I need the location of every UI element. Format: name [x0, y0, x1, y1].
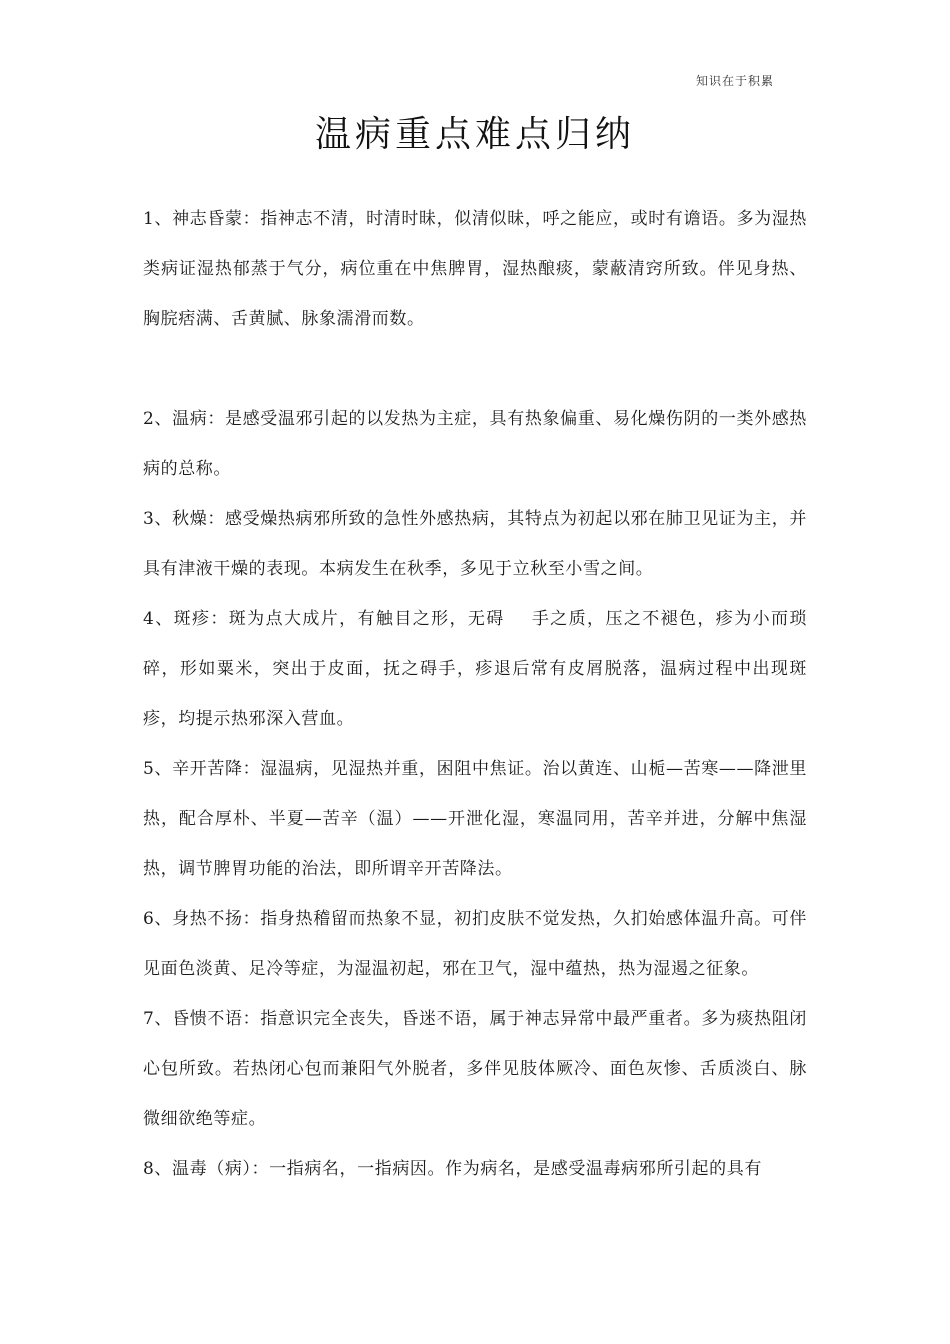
paragraph-item-1: 1、神志昏蒙：指神志不清，时清时昧，似清似昧，呼之能应，或时有谵语。多为湿热类病证湿热郁蒸于气分，病位重在中焦脾胃，湿热酿痰，蒙蔽清窍所致。伴见身热、胸脘痞满、舌黄腻、脉象濡滑而数。 [143, 209, 807, 329]
document-title: 温病重点难点归纳 [314, 114, 635, 155]
paragraph-item-7: 7、昏愦不语：指意识完全丧失，昏迷不语，属于神志异常中最严重者。多为痰热阻闭心包所致。若热闭心包而兼阳气外脱者，多伴见肢体厥冷、面色灰惨、舌质淡白、脉微细欲绝等症。 [143, 1009, 807, 1129]
paragraph-item-6: 6、身热不扬：指身热稽留而热象不显，初扪皮肤不觉发热，久扪始感体温升高。可伴见面色淡黄、足冷等症，为湿温初起，邪在卫气，湿中蕴热，热为湿遏之征象。 [143, 909, 807, 979]
paragraph-item-4: 4、斑疹：斑为点大成片，有触目之形，无碍 手之质，压之不褪色，疹为小而琐碎，形如粟米，突出于皮面，抚之碍手，疹退后常有皮屑脱落，温病过程中出现斑疹，均提示热邪深入营血。 [143, 609, 807, 729]
document-body [143, 194, 807, 1194]
paragraph-item-8: 8、温毒（病）：一指病名，一指病因。作为病名，是感受温毒病邪所引起的具有 [143, 1159, 762, 1179]
header-note: 知识在于积累 [695, 74, 774, 88]
paragraph-item-5: 5、辛开苦降：湿温病，见湿热并重，困阻中焦证。治以黄连、山栀—苦寒——降泄里热，配合厚朴、半夏—苦辛（温）——开泄化湿，寒温同用，苦辛并进，分解中焦湿热，调节脾胃功能的治法，即所谓辛开苦降法。 [143, 759, 807, 879]
paragraph-item-3: 3、秋燥：感受燥热病邪所致的急性外感热病，其特点为初起以邪在肺卫见证为主，并具有津液干燥的表现。本病发生在秋季，多见于立秋至小雪之间。 [143, 509, 807, 579]
paragraph-item-2: 2、温病：是感受温邪引起的以发热为主症，具有热象偏重、易化燥伤阴的一类外感热病的总称。 [143, 409, 807, 479]
